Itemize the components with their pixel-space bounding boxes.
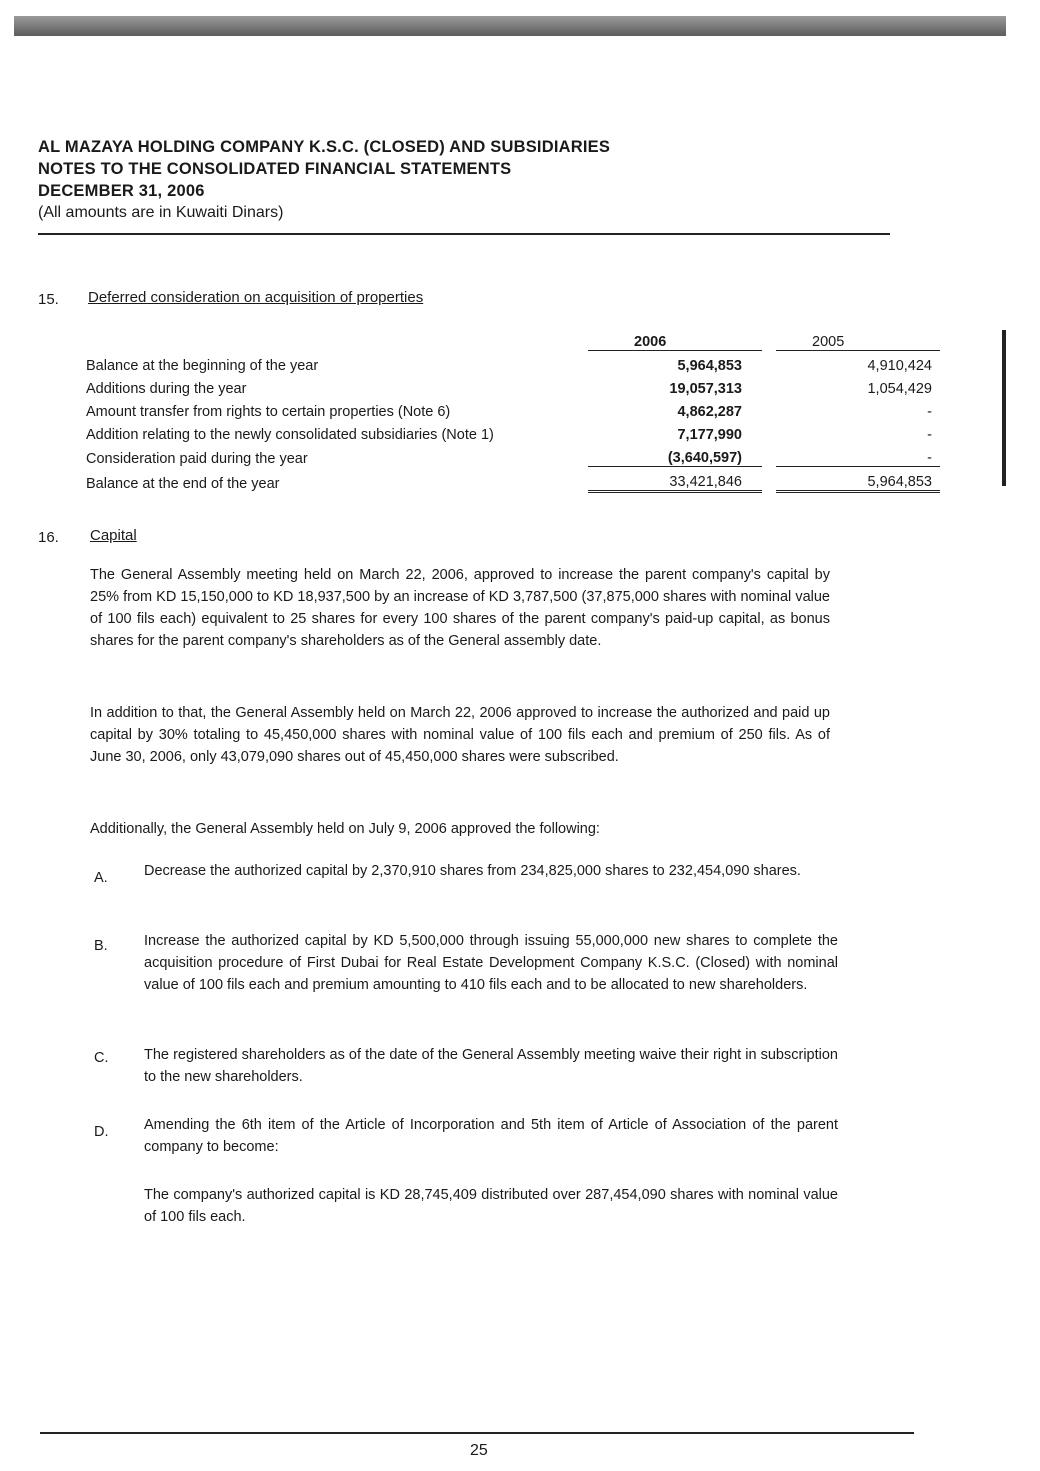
value-2005: 5,964,853 (776, 467, 940, 492)
value-2006: (3,640,597) (588, 443, 762, 467)
capital-paragraph-1: The General Assembly meeting held on March 22, 2006, approved to increase the parent company's capital by 25% from KD 15,150,000 to KD 18,937,500 by an increase of KD 3,787,500 (37,875,000 shares with nominal value of 100 fils each) equivalent to 25 shares for every 100 shares of the parent company's paid-up capital, as bonus shares for the parent company's shareholders as of the General assembly date. (90, 567, 830, 649)
item-c-text: The registered shareholders as of the date of the General Assembly meeting waive their right in subscription to the new shareholders. (144, 1047, 838, 1085)
col-2006-header: 2006 (588, 328, 762, 351)
table-row (86, 351, 940, 375)
row-label: Consideration paid during the year (86, 450, 308, 467)
value-2005: - (927, 404, 932, 420)
table-row (86, 397, 940, 420)
row-label: Amount transfer from rights to certain properties (Note 6) (86, 404, 451, 420)
section-16-title: Capital (90, 527, 137, 544)
table-row (86, 374, 940, 397)
table-header-row (86, 328, 940, 351)
item-c-letter: C. (94, 1050, 109, 1066)
value-2006: 33,421,846 (588, 467, 762, 492)
document-title: NOTES TO THE CONSOLIDATED FINANCIAL STATEMENTS (38, 160, 512, 178)
scan-top-bar (14, 16, 1006, 36)
company-name: AL MAZAYA HOLDING COMPANY K.S.C. (CLOSED) AND SUBSIDIARIES (38, 138, 611, 156)
section-15-title: Deferred consideration on acquisition of properties (88, 289, 424, 306)
item-b-letter: B. (94, 938, 108, 954)
value-2006: 4,862,287 (677, 404, 742, 420)
value-2006: 5,964,853 (677, 358, 742, 374)
row-label: Additions during the year (86, 381, 247, 397)
col-2005-header: 2005 (776, 328, 940, 351)
section-16-number: 16. (38, 529, 59, 546)
statement-date: DECEMBER 31, 2006 (38, 182, 205, 200)
scan-edge-mark (1002, 330, 1006, 486)
capital-paragraph-2: In addition to that, the General Assembly held on March 22, 2006 approved to increase the authorized and paid up capital by 30% totaling to 45,450,000 shares with nominal value of 100 fils each and premium of 250 fils. As of June 30, 2006, only 43,079,090 shares out of 45,450,000 shares were subscribed. (90, 705, 830, 765)
section-15-number: 15. (38, 291, 59, 308)
item-d-quote: The company's authorized capital is KD 28,745,409 distributed over 287,454,090 shares with nominal value of 100 fils each. (144, 1187, 838, 1225)
row-label: Addition relating to the newly consolidated subsidiaries (Note 1) (86, 427, 494, 443)
table-row (86, 420, 940, 443)
row-label: Balance at the beginning of the year (86, 358, 319, 374)
footer-divider (40, 1432, 914, 1434)
page-number: 25 (470, 1442, 488, 1459)
header-divider (38, 233, 890, 235)
deferred-consideration-table (86, 328, 940, 493)
row-label: Balance at the end of the year (86, 475, 280, 492)
item-b-text: Increase the authorized capital by KD 5,500,000 through issuing 55,000,000 new shares to complete the acquisition procedure of First Dubai for Real Estate Development Company K.S.C. (Closed) with nominal value of 100 fils each and premium amounting to 410 fils each and to be allocated to new shareholders. (144, 933, 838, 993)
item-d-text: Amending the 6th item of the Article of Incorporation and 5th item of Article of Association of the parent company to become: (144, 1117, 838, 1155)
item-d-letter: D. (94, 1124, 109, 1140)
item-a-text: Decrease the authorized capital by 2,370,910 shares from 234,825,000 shares to 232,454,090 shares. (144, 863, 801, 879)
value-2005: 1,054,429 (867, 381, 932, 397)
table-total-row (86, 467, 940, 492)
item-a-letter: A. (94, 870, 108, 886)
document-header (38, 136, 888, 224)
value-2005: - (776, 443, 940, 467)
currency-note: (All amounts are in Kuwaiti Dinars) (38, 204, 284, 221)
value-2006: 7,177,990 (677, 427, 742, 443)
capital-paragraph-3: Additionally, the General Assembly held on July 9, 2006 approved the following: (90, 821, 600, 837)
table-row (86, 443, 940, 467)
value-2005: - (927, 427, 932, 443)
value-2005: 4,910,424 (867, 358, 932, 374)
value-2006: 19,057,313 (669, 381, 742, 397)
